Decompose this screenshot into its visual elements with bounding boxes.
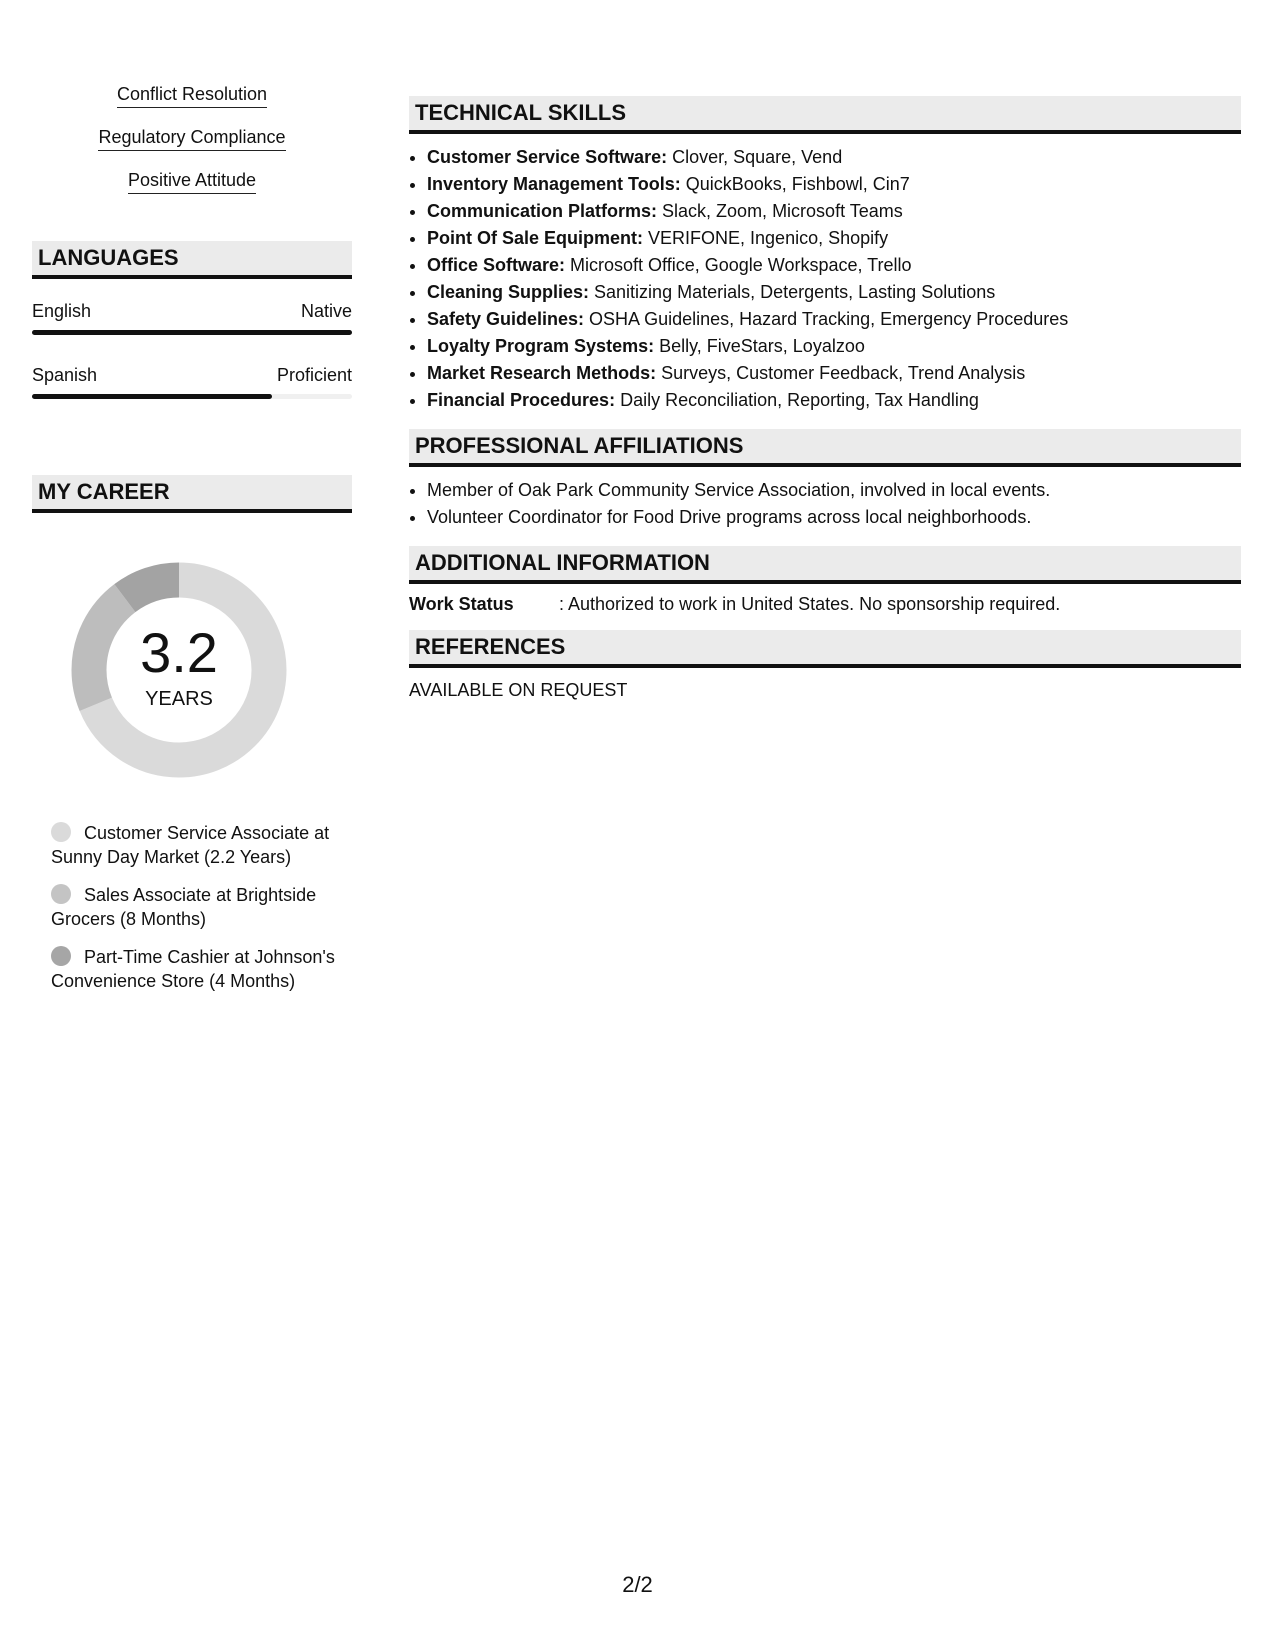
technical-skill-item xyxy=(427,306,1241,333)
work-status-label: Work Status xyxy=(409,594,514,614)
technical-skill-value: Clover, Square, Vend xyxy=(667,147,843,167)
language-english xyxy=(32,301,352,335)
technical-skill-label: Inventory Management Tools: xyxy=(427,174,681,194)
career-total-unit: YEARS xyxy=(145,688,213,710)
skill-item: Conflict Resolution xyxy=(117,82,267,108)
technical-skill-value: OSHA Guidelines, Hazard Tracking, Emergency Procedures xyxy=(584,309,1069,329)
language-level: Native xyxy=(300,301,352,321)
career-total-value: 3.2 xyxy=(140,621,218,684)
technical-skill-item xyxy=(427,171,1241,198)
additional-info-heading: ADDITIONAL INFORMATION xyxy=(409,546,1241,584)
technical-skills-list xyxy=(409,144,1241,414)
affiliation-item: • Member of Oak Park Community Service Association, involved in local events. xyxy=(427,477,1241,504)
references-text: AVAILABLE ON REQUEST xyxy=(409,680,628,700)
technical-skill-item xyxy=(427,387,1241,414)
technical-skill-item xyxy=(427,279,1241,306)
technical-skill-value: QuickBooks, Fishbowl, Cin7 xyxy=(680,174,910,194)
career-total xyxy=(64,555,294,785)
language-level: Proficient xyxy=(276,365,352,385)
legend-label: Customer Service Associate at Sunny Day Market (2.2 Years) xyxy=(51,823,330,867)
technical-skill-item xyxy=(427,333,1241,360)
affiliation-item: • Volunteer Coordinator for Food Drive programs across local neighborhoods. xyxy=(427,504,1241,531)
career-legend-item xyxy=(51,945,341,993)
career-legend-item xyxy=(51,883,341,931)
career-legend-item xyxy=(51,821,341,869)
career-heading: MY CAREER xyxy=(32,475,352,513)
technical-skill-label: Communication Platforms: xyxy=(427,201,658,221)
right-column xyxy=(409,96,1241,701)
legend-label: Part-Time Cashier at Johnson's Convenience Store (4 Months) xyxy=(51,947,335,991)
technical-skill-item xyxy=(427,198,1241,225)
technical-skill-label: Customer Service Software: xyxy=(427,147,668,167)
technical-skill-item xyxy=(427,360,1241,387)
technical-skill-label: Financial Procedures: xyxy=(427,390,616,410)
technical-skill-value: Belly, FiveStars, Loyalzoo xyxy=(654,336,865,356)
technical-skill-label: Safety Guidelines: xyxy=(427,309,585,329)
work-status-row xyxy=(409,594,1241,615)
technical-skill-value: Daily Reconciliation, Reporting, Tax Handling xyxy=(615,390,979,410)
career-donut-chart xyxy=(64,555,294,785)
career-legend xyxy=(51,821,341,993)
language-level-fill xyxy=(32,330,352,335)
technical-skill-label: Point Of Sale Equipment: xyxy=(427,228,644,248)
references-heading: REFERENCES xyxy=(409,630,1241,668)
technical-skill-item xyxy=(427,144,1241,171)
language-level-bar xyxy=(32,394,352,399)
legend-dot xyxy=(51,884,71,904)
legend-dot xyxy=(51,822,71,842)
work-status-value: : Authorized to work in United States. No sponsorship required. xyxy=(559,594,1061,614)
languages-heading: LANGUAGES xyxy=(32,241,352,279)
skill-item: Regulatory Compliance xyxy=(98,125,285,151)
affiliations-heading: PROFESSIONAL AFFILIATIONS xyxy=(409,429,1241,467)
language-level-bar xyxy=(32,330,352,335)
technical-skill-value: Microsoft Office, Google Workspace, Trello xyxy=(565,255,912,275)
left-column xyxy=(32,82,352,1007)
technical-skill-item xyxy=(427,252,1241,279)
soft-skills-list xyxy=(32,82,352,211)
language-name: English xyxy=(32,301,92,321)
technical-skill-label: Loyalty Program Systems: xyxy=(427,336,655,356)
language-spanish xyxy=(32,365,352,399)
language-level-fill xyxy=(32,394,272,399)
technical-skill-item xyxy=(427,225,1241,252)
technical-skill-label: Market Research Methods: xyxy=(427,363,657,383)
technical-skills-heading: TECHNICAL SKILLS xyxy=(409,96,1241,134)
skill-item: Positive Attitude xyxy=(128,168,256,194)
technical-skill-value: Slack, Zoom, Microsoft Teams xyxy=(657,201,903,221)
technical-skill-value: VERIFONE, Ingenico, Shopify xyxy=(643,228,889,248)
legend-dot xyxy=(51,946,71,966)
affiliations-list xyxy=(409,477,1241,531)
language-name: Spanish xyxy=(32,365,98,385)
technical-skill-value: Sanitizing Materials, Detergents, Lasting Solutions xyxy=(589,282,996,302)
technical-skill-label: Cleaning Supplies: xyxy=(427,282,590,302)
technical-skill-label: Office Software: xyxy=(427,255,566,275)
technical-skill-value: Surveys, Customer Feedback, Trend Analysis xyxy=(656,363,1026,383)
legend-label: Sales Associate at Brightside Grocers (8 Months) xyxy=(51,885,317,929)
page-number: 2/2 xyxy=(622,1572,653,1597)
